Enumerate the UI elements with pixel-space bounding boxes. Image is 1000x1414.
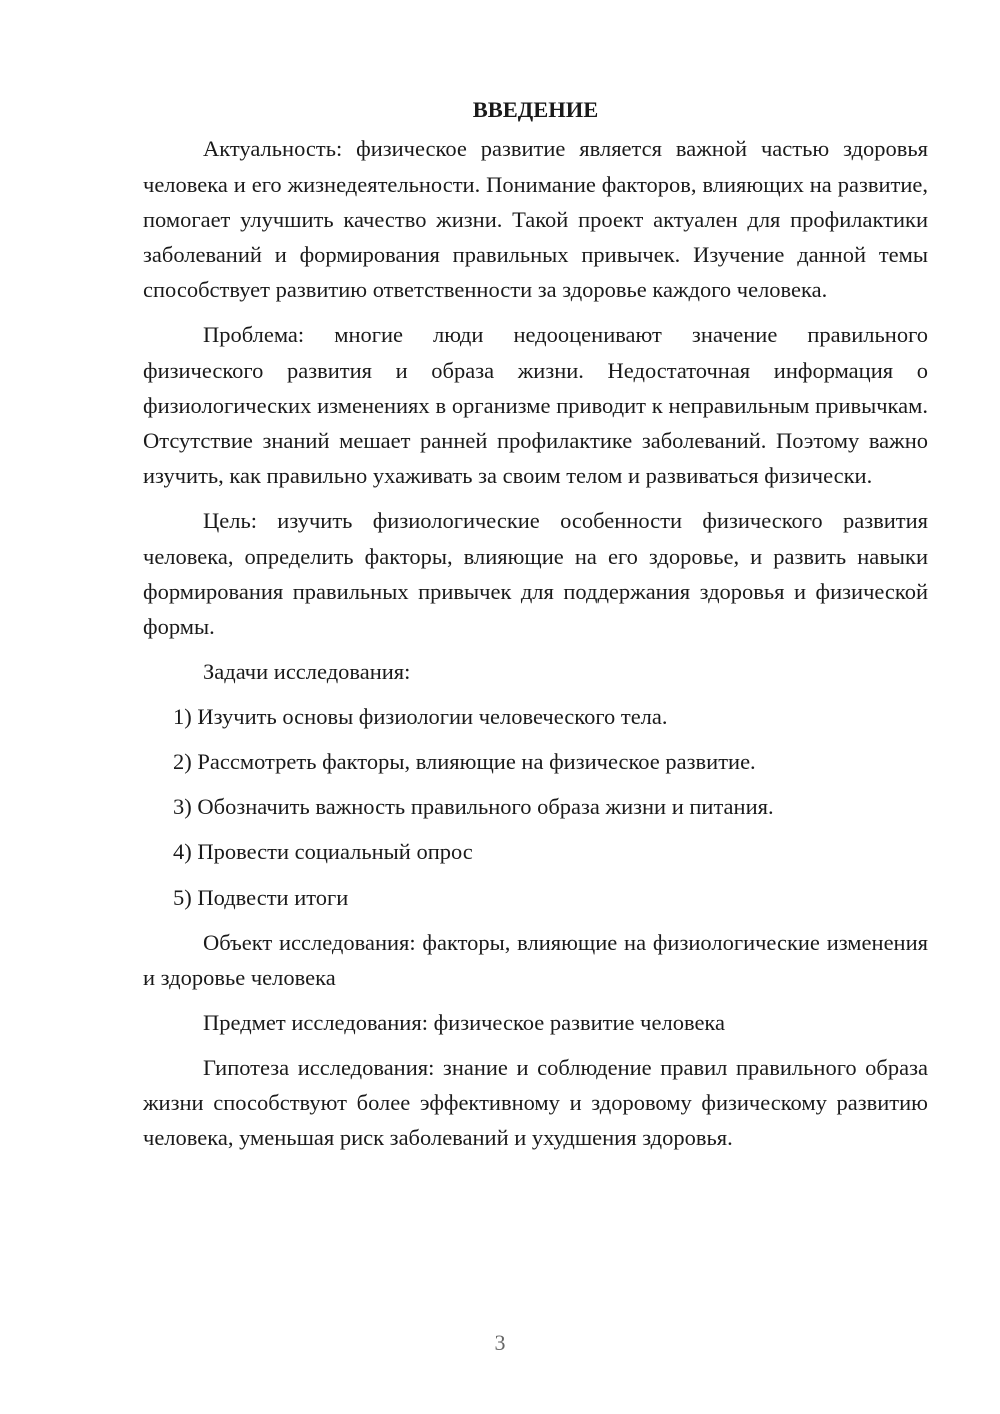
list-item: 5) Подвести итоги [173, 884, 349, 910]
page-number: 3 [494, 1330, 506, 1355]
page-title: ВВЕДЕНИЕ [472, 97, 599, 122]
page-content [143, 92, 928, 1165]
tasks-heading: Задачи исследования: [203, 658, 411, 684]
list-item: 2) Рассмотреть факторы, влияющие на физическое развитие. [173, 748, 756, 774]
paragraph-goal: Цель: изучить физиологические особенности физического развития человека, определить факторы, влияющие на его здоровье, и развить навыки формирования правильных привычек для поддержания здоровья и физической формы. [143, 508, 928, 640]
list-item: 1) Изучить основы физиологии человеческого тела. [173, 703, 668, 729]
paragraph-object: Объект исследования: факторы, влияющие на физиологические изменения и здоровье человека [143, 929, 928, 990]
paragraph-subject: Предмет исследования: физическое развитие человека [203, 1009, 726, 1035]
paragraph-hypothesis: Гипотеза исследования: знание и соблюдение правил правильного образа жизни способствуют более эффективному и здоровому физическому развитию человека, уменьшая риск заболеваний и ухудшения здоровья. [143, 1054, 928, 1151]
list-item: 4) Провести социальный опрос [173, 839, 473, 865]
paragraph-relevance: Актуальность: физическое развитие является важной частью здоровья человека и его жизнедеятельности. Понимание факторов, влияющих на развитие, помогает улучшить качество жизни. Такой проект актуален для профилактики заболеваний и формирования правильных привычек. Изучение данной темы способствует развитию ответственности за здоровье каждого человека. [143, 136, 928, 303]
paragraph-problem: Проблема: многие люди недооценивают значение правильного физического развития и образа жизни. Недостаточная информация о физиологических изменениях в организме приводит к неправильным привычкам. Отсутствие знаний мешает ранней профилактике заболеваний. Поэтому важно изучить, как правильно ухаживать за своим телом и развиваться физически. [143, 322, 928, 489]
tasks-list [143, 699, 928, 915]
list-item: 3) Обозначить важность правильного образа жизни и питания. [173, 794, 774, 820]
